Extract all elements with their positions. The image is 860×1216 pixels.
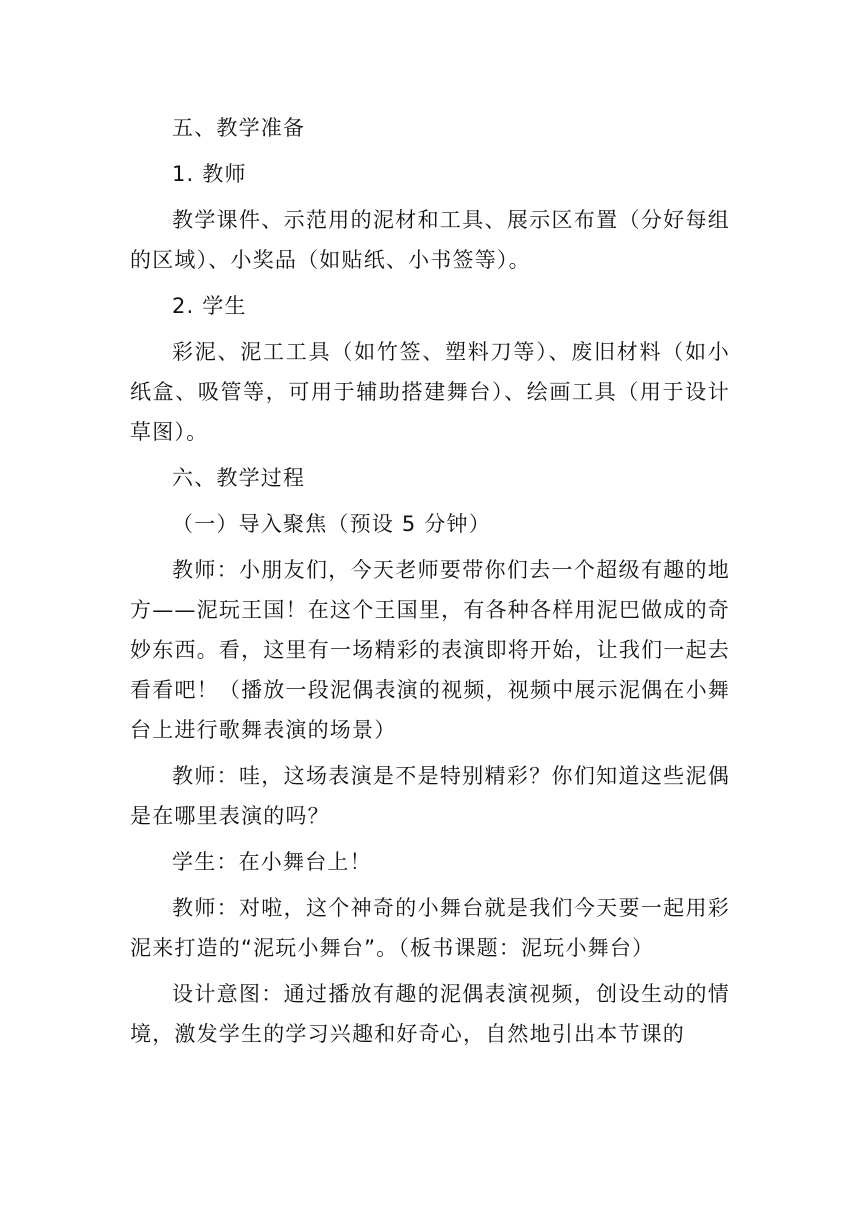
section-heading-teaching-preparation: 五、教学准备: [172, 116, 306, 140]
dialogue-paragraph: 学生：在小舞台上！: [172, 850, 372, 874]
subheading-student: 2. 学生: [172, 294, 247, 318]
document-body: [130, 108, 730, 1060]
teacher-materials-paragraph: 教学课件、示范用的泥材和工具、展示区布置（分好每组的区域）、小奖品（如贴纸、小书签等）。: [130, 208, 730, 272]
design-intent-paragraph: 设计意图：通过播放有趣的泥偶表演视频，创设生动的情境，激发学生的学习兴趣和好奇心，自然地引出本节课的: [130, 982, 730, 1046]
dialogue-paragraph: 教师：对啦，这个神奇的小舞台就是我们今天要一起用彩泥来打造的“泥玩小舞台”。（板书课题：泥玩小舞台）: [130, 896, 730, 960]
student-materials-paragraph: 彩泥、泥工工具（如竹签、塑料刀等）、废旧材料（如小纸盒、吸管等，可用于辅助搭建舞台）、绘画工具（用于设计草图）。: [130, 340, 730, 444]
section-heading-teaching-process: 六、教学过程: [172, 466, 306, 490]
subheading-teacher: 1. 教师: [172, 162, 247, 186]
dialogue-paragraph: 教师：小朋友们，今天老师要带你们去一个超级有趣的地方——泥玩王国！在这个王国里，有各种各样用泥巴做成的奇妙东西。看，这里有一场精彩的表演即将开始，让我们一起去看看吧！（播放一段泥偶表演的视频，视频中展示泥偶在小舞台上进行歌舞表演的场景）: [130, 558, 730, 742]
subheading-introduction: （一）导入聚焦（预设 5 分钟）: [172, 512, 491, 536]
dialogue-paragraph: 教师：哇，这场表演是不是特别精彩？你们知道这些泥偶是在哪里表演的吗？: [130, 764, 730, 828]
